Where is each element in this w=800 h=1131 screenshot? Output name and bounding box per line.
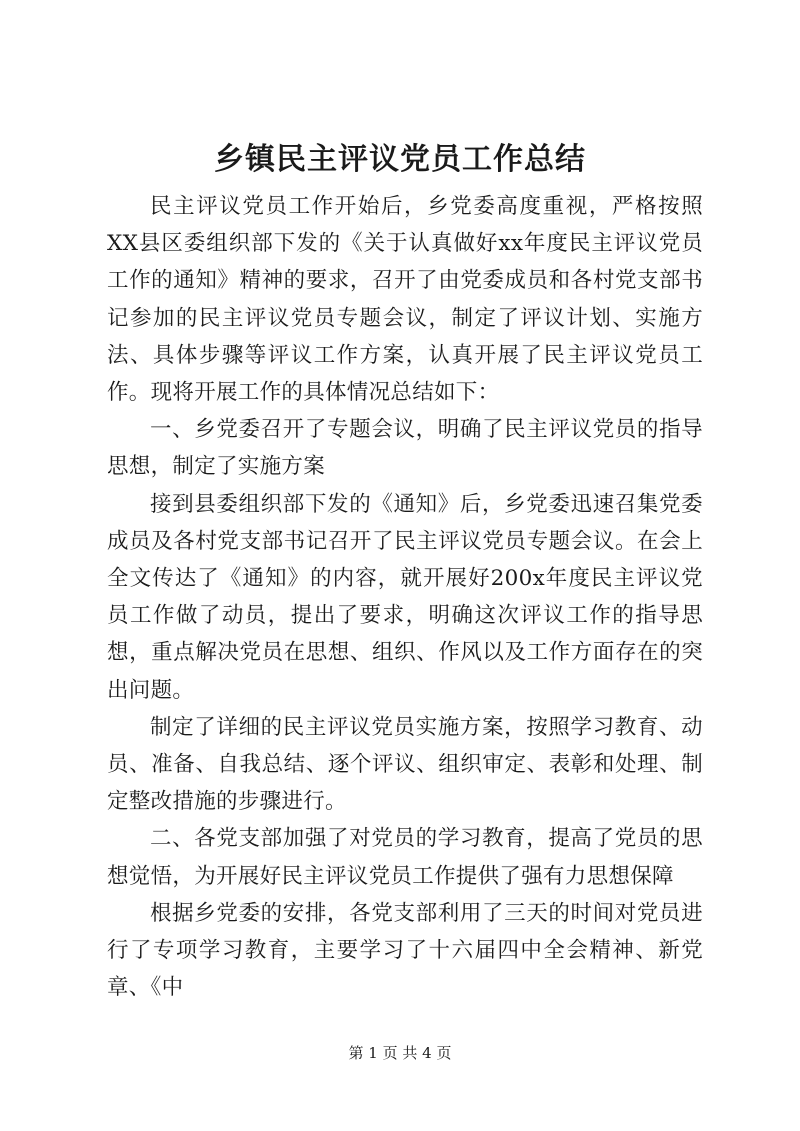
- paragraph-intro: 民主评议党员工作开始后，乡党委高度重视，严格按照XX县区委组织部下发的《关于认真做好xx年度民主评议党员工作的通知》精神的要求，召开了由党委成员和各村党支部书记参加的民主评议党员专题会议，制定了评议计划、实施方法、具体步骤等评议工作方案，认真开展了民主评议党员工作。现将开展工作的具体情况总结如下：: [107, 194, 703, 406]
- page-number-footer: 第 1 页 共 4 页: [348, 1044, 452, 1062]
- document-body: [107, 188, 703, 1006]
- section-heading-1: 一、乡党委召开了专题会议，明确了民主评议党员的指导思想，制定了实施方案: [107, 417, 703, 480]
- paragraph-meeting: 接到县委组织部下发的《通知》后，乡党委迅速召集党委成员及各村党支部书记召开了民主评议党员专题会议。在会上全文传达了《通知》的内容，就开展好200x年度民主评议党员工作做了动员，提出了要求，明确这次评议工作的指导思想，重点解决党员在思想、组织、作风以及工作方面存在的突出问题。: [107, 491, 703, 703]
- document-title: 乡镇民主评议党员工作总结: [214, 142, 586, 177]
- paragraph-plan: 制定了详细的民主评议党员实施方案，按照学习教育、动员、准备、自我总结、逐个评议、组织审定、表彰和处理、制定整改措施的步骤进行。: [107, 714, 703, 815]
- section-heading-2: 二、各党支部加强了对党员的学习教育，提高了党员的思想觉悟，为开展好民主评议党员工作提供了强有力思想保障: [107, 826, 703, 889]
- paragraph-study: 根据乡党委的安排，各党支部利用了三天的时间对党员进行了专项学习教育，主要学习了十六届四中全会精神、新党章、《中: [107, 900, 703, 1001]
